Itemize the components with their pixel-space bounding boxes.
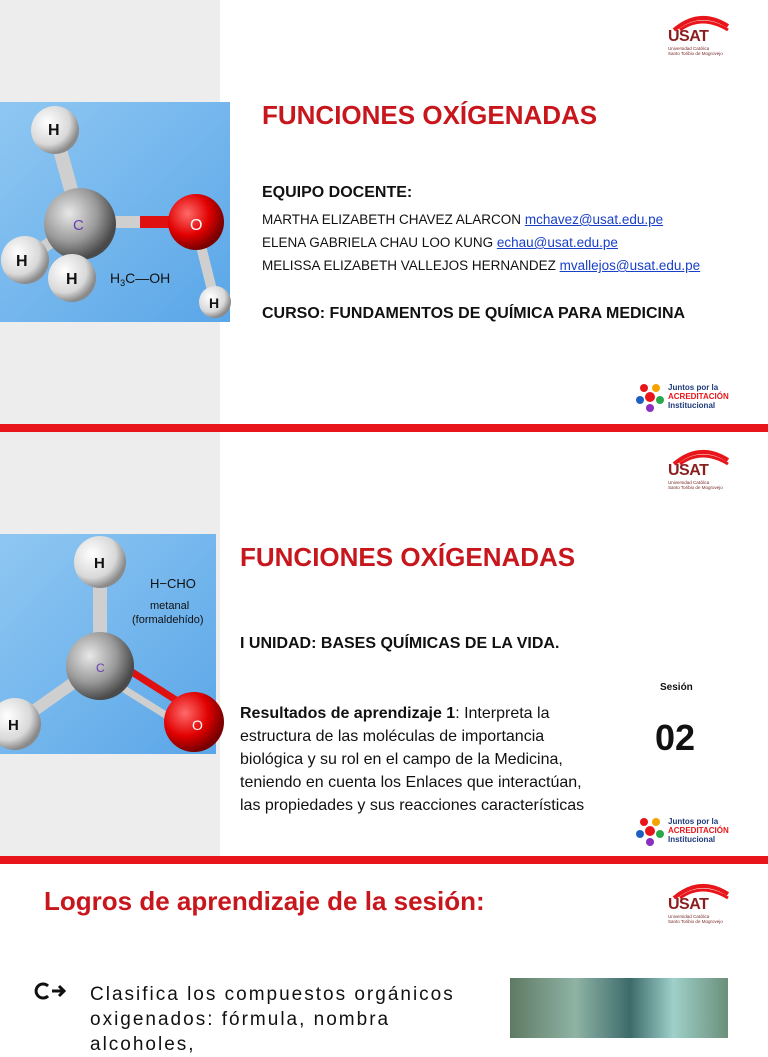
- usat-logo: [668, 880, 732, 932]
- logo-subtitle: Universidad Católica Santo Toribio de Mogrovejo: [668, 914, 723, 924]
- logo-subtitle: Universidad Católica Santo Toribio de Mogrovejo: [668, 46, 723, 56]
- results-paragraph: Resultados de aprendizaje 1: Interpreta la estructura de las moléculas de importancia biológica y su rol en el campo de la Medicina, teniendo en cuenta los Enlaces que interactúan, las propiedades y sus reacciones características: [240, 705, 585, 814]
- acreditacion-people-icon: [634, 380, 668, 414]
- usat-logo: [668, 12, 732, 64]
- atom-label: H: [16, 253, 28, 270]
- atom-label: H: [66, 271, 78, 288]
- teacher-row: ELENA GABRIELA CHAU LOO KUNG echau@usat.edu.pe: [262, 235, 618, 250]
- slide-title: Logros de aprendizaje de la sesión:: [44, 886, 485, 916]
- slide-2: [0, 432, 768, 856]
- slide-title: FUNCIONES OXÍGENADAS: [262, 100, 598, 130]
- atom-label: H: [209, 295, 220, 311]
- logo-name: USAT: [668, 28, 709, 45]
- unidad-label: I UNIDAD: BASES QUÍMICAS DE LA VIDA.: [240, 635, 560, 652]
- atom-label: H: [48, 122, 60, 139]
- formaldehyde-molecule-image: [0, 534, 216, 754]
- teacher-row: MELISSA ELIZABETH VALLEJOS HERNANDEZ mvallejos@usat.edu.pe: [262, 258, 701, 273]
- sesion-number: 02: [655, 717, 696, 758]
- slide-1: [0, 0, 768, 424]
- acreditacion-text: Juntos por la ACREDITACIÓN Institucional: [668, 817, 729, 844]
- slide-3: [0, 864, 768, 1055]
- acreditacion-text: Juntos por la ACREDITACIÓN Institucional: [668, 383, 729, 410]
- logro-bullet-text: Clasifica los compuestos orgánicos oxigenados: fórmula, nombra alcoholes,: [90, 984, 455, 1055]
- slide-divider: [0, 856, 768, 864]
- arrow-bullet-icon: [46, 982, 68, 1000]
- logo-name: USAT: [668, 462, 709, 479]
- atom-label: H: [94, 555, 105, 572]
- atom-label: C: [96, 661, 105, 675]
- equipo-docente-label: EQUIPO DOCENTE:: [262, 184, 413, 201]
- teacher-row: MARTHA ELIZABETH CHAVEZ ALARCON mchavez@usat.edu.pe: [262, 212, 664, 227]
- molecule-name: metanal: [150, 600, 190, 612]
- acreditacion-logo: [634, 814, 734, 848]
- acreditacion-logo: [634, 380, 734, 414]
- formula-label: $H_3C—OH$: [110, 270, 171, 288]
- atom-label: H: [8, 717, 19, 734]
- atom-label: O: [192, 717, 203, 733]
- formula-label: H−CHO: [150, 576, 196, 591]
- sesion-label: Sesión: [660, 682, 693, 693]
- slide-title: FUNCIONES OXÍGENADAS: [240, 542, 576, 572]
- methanol-molecule-image: [0, 102, 230, 322]
- molecule-alt-name: (formaldehído): [132, 614, 204, 626]
- logo-subtitle: Universidad Católica Santo Toribio de Mogrovejo: [668, 480, 723, 490]
- teacher-list: [262, 208, 700, 277]
- slide-divider: [0, 424, 768, 432]
- curso-label: CURSO: FUNDAMENTOS DE QUÍMICA PARA MEDICINA: [262, 305, 686, 322]
- acreditacion-people-icon: [634, 814, 668, 848]
- email-link[interactable]: mchavez@usat.edu.pe: [524, 212, 664, 227]
- atom-label: O: [190, 217, 203, 234]
- atom-label: C: [73, 217, 84, 234]
- email-link[interactable]: mvallejos@usat.edu.pe: [559, 258, 701, 273]
- usat-logo: [668, 446, 732, 498]
- logo-name: USAT: [668, 896, 709, 913]
- email-link[interactable]: echau@usat.edu.pe: [496, 235, 618, 250]
- laboratory-bottles-photo: [510, 978, 728, 1038]
